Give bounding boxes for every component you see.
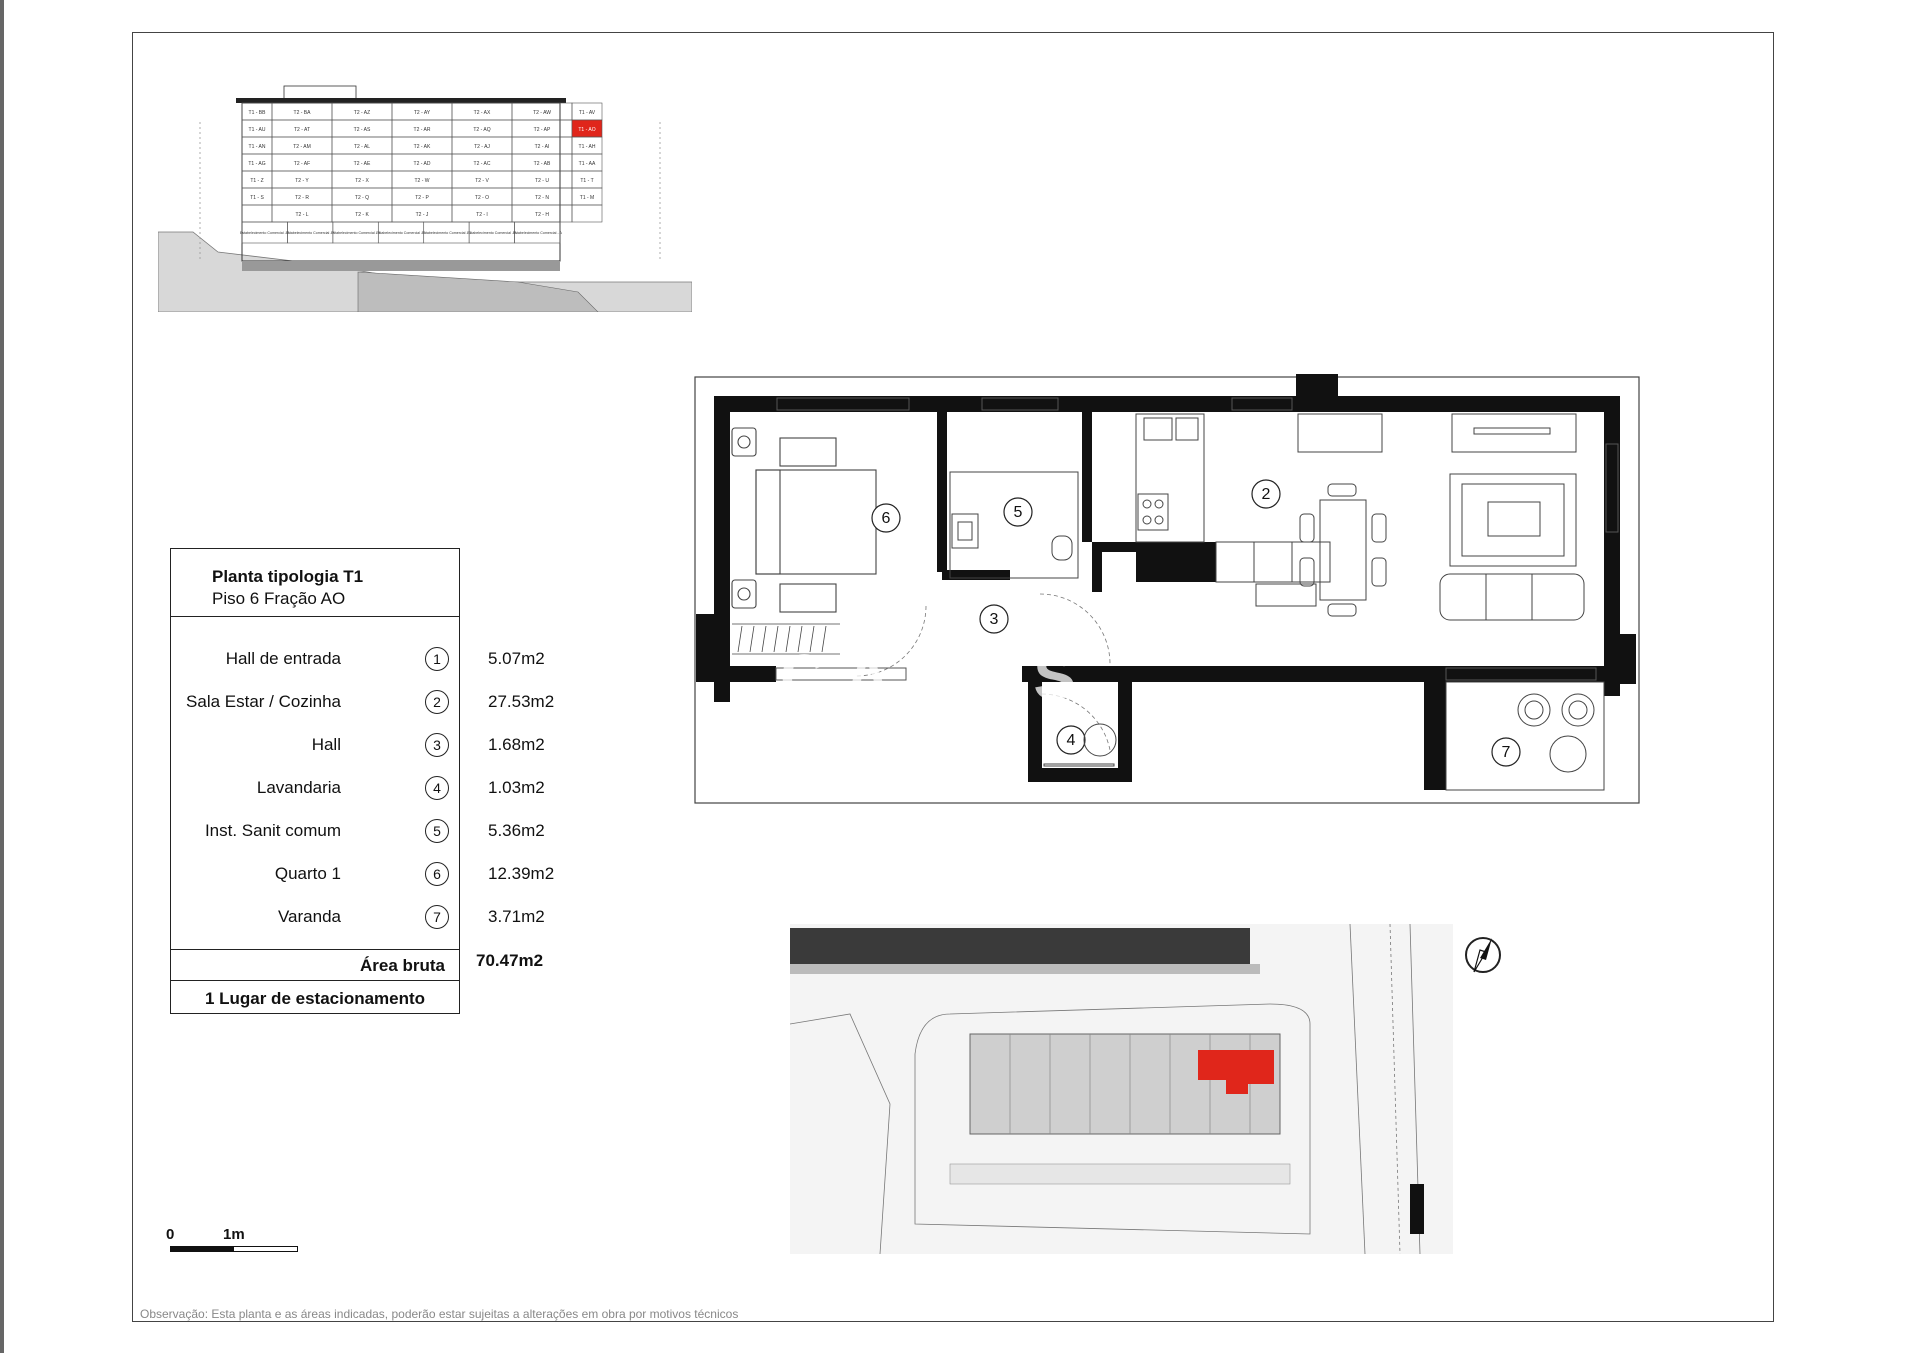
room-area: 27.53m2 <box>488 692 555 711</box>
legend-row <box>171 860 631 890</box>
elevation-unit-label: T2 - AF <box>293 161 311 167</box>
room-number-badge: 1 <box>425 647 449 671</box>
elevation-unit-label: T1 - AH <box>578 144 596 150</box>
room-label-3: 3 <box>989 611 999 628</box>
room-area: 1.03m2 <box>488 778 545 797</box>
elevation-unit-label: T1 - M <box>579 195 595 201</box>
elevation-commercial-label: Estabelecimento Comercial - G <box>239 231 290 235</box>
elevation-commercial-label: Estabelecimento Comercial - D <box>376 231 426 235</box>
elevation-unit-label: T2 - AX <box>473 110 491 116</box>
elevation-unit-label: T1 - AN <box>248 144 266 150</box>
north-arrow-icon <box>1462 934 1504 976</box>
room-label-2: 2 <box>1261 486 1271 503</box>
elevation-unit-label: T2 - AK <box>413 144 431 150</box>
legend-header <box>171 549 459 617</box>
elevation-commercial-label: Estabelecimento Comercial - E <box>330 231 381 235</box>
legend-title: Planta tipologia T1 <box>212 567 364 586</box>
area-legend <box>170 548 555 1014</box>
room-label-5: 5 <box>1013 504 1023 521</box>
elevation-unit-label: T2 - N <box>535 195 549 201</box>
elevation-unit-label: T2 - V <box>475 178 489 184</box>
site-plan <box>790 924 1453 1254</box>
elevation-unit-label: T1 - BB <box>248 110 266 116</box>
watermark: CASAS <box>780 641 1095 713</box>
elevation-unit-label: T2 - AD <box>413 161 431 167</box>
elevation-unit-label: T2 - AJ <box>474 144 490 150</box>
scale-zero-label: 0 <box>166 1226 175 1243</box>
elevation-unit-label: T1 - AV <box>578 110 596 116</box>
room-name: Sala Estar / Cozinha <box>186 692 341 711</box>
elevation-unit-label: T2 - AY <box>413 110 431 116</box>
room-area: 3.71m2 <box>488 907 545 926</box>
legend-row <box>171 645 631 675</box>
elevation-unit-label: T2 - X <box>355 178 369 184</box>
elevation-unit-label: T2 - AP <box>533 127 551 133</box>
elevation-unit-label: T2 - Q <box>354 195 370 201</box>
room-number-badge: 7 <box>425 905 449 929</box>
elevation-unit-label: T2 - R <box>295 195 309 201</box>
room-name: Hall de entrada <box>225 649 341 668</box>
elevation-unit-label: T1 - AG <box>248 161 266 167</box>
elevation-unit-label: T2 - P <box>415 195 429 201</box>
elevation-unit <box>242 205 272 222</box>
total-area-label: Área bruta <box>359 956 445 975</box>
room-area: 5.07m2 <box>488 649 545 668</box>
elevation-unit-label: T2 - AC <box>473 161 491 167</box>
room-label-4: 4 <box>1066 732 1076 749</box>
elevation-unit-label: T2 - AI <box>534 144 550 150</box>
elevation-commercial-label: Estabelecimento Comercial - F <box>285 231 335 235</box>
elevation-unit-label: T2 - O <box>474 195 490 201</box>
legend-row <box>171 688 631 718</box>
scale-bar <box>166 1226 306 1256</box>
room-name: Quarto 1 <box>274 864 341 883</box>
room-area: 12.39m2 <box>488 864 555 883</box>
page-left-edge <box>0 0 4 1353</box>
room-area: 1.68m2 <box>488 735 545 754</box>
room-name: Inst. Sanit comum <box>204 821 341 840</box>
elevation-unit-label: T2 - K <box>355 212 369 218</box>
elevation-unit-label: T2 - J <box>415 212 429 218</box>
elevation-unit-label: T2 - Y <box>295 178 309 184</box>
elevation-unit-label: T2 - AR <box>413 127 431 133</box>
legend-subtitle: Piso 6 Fração AO <box>212 589 346 608</box>
legend-row <box>171 903 631 933</box>
room-label-7: 7 <box>1501 744 1511 761</box>
elevation-unit-label: T2 - AQ <box>473 127 491 133</box>
elevation-unit-label: T2 - AE <box>353 161 371 167</box>
legend-row <box>171 817 631 847</box>
total-area-row <box>171 949 459 981</box>
elevation-commercial-label: Estabelecimento Comercial - B <box>467 231 517 235</box>
elevation-unit-label: T2 - AM <box>293 144 311 150</box>
elevation-unit-label: T2 - BA <box>293 110 311 116</box>
room-number-badge: 6 <box>425 862 449 886</box>
elevation-unit-label: T2 - I <box>476 212 488 218</box>
elevation-unit-label: T1 - AO <box>578 127 596 133</box>
total-area-value: 70.47m2 <box>476 951 544 970</box>
elevation-unit-label: T2 - AT <box>293 127 311 133</box>
room-area: 5.36m2 <box>488 821 545 840</box>
elevation-unit-label: T1 - AU <box>248 127 266 133</box>
scale-graphic <box>170 1246 298 1252</box>
room-number-badge: 3 <box>425 733 449 757</box>
elevation-unit-label: T2 - AL <box>353 144 371 150</box>
elevation-unit-label: T2 - H <box>535 212 549 218</box>
scale-one-meter-label: 1m <box>223 1226 245 1243</box>
elevation-unit-label: T1 - Z <box>250 178 264 184</box>
elevation-unit-label: T2 - L <box>295 212 309 218</box>
floor-plan <box>692 374 1642 834</box>
room-label-6: 6 <box>881 510 891 527</box>
room-number-badge: 4 <box>425 776 449 800</box>
room-number-badge: 5 <box>425 819 449 843</box>
legend-row <box>171 731 631 761</box>
legend-row <box>171 774 631 804</box>
elevation-unit-label: T2 - AZ <box>353 110 371 116</box>
elevation-commercial-label: Estabelecimento Comercial - A <box>512 231 562 235</box>
elevation-unit <box>572 205 602 222</box>
elevation-unit-label: T2 - AB <box>533 161 551 167</box>
elevation-commercial-label: Estabelecimento Comercial - C <box>421 231 472 235</box>
room-number-badge: 2 <box>425 690 449 714</box>
room-name: Hall <box>311 735 341 754</box>
walls <box>696 374 1636 790</box>
parking-label: 1 Lugar de estacionamento <box>204 989 426 1008</box>
building-elevation <box>158 82 692 312</box>
elevation-unit-label: T2 - AW <box>533 110 551 116</box>
elevation-unit-label: T2 - W <box>414 178 430 184</box>
elevation-unit-label: T2 - AS <box>353 127 371 133</box>
elevation-unit-label: T1 - AA <box>578 161 596 167</box>
disclaimer-note: Observação: Esta planta e as áreas indicadas, poderão estar sujeitas a alterações em obra por motivos técnicos <box>140 1307 739 1321</box>
elevation-unit-label: T1 - S <box>250 195 264 201</box>
room-name: Lavandaria <box>256 778 341 797</box>
room-name: Varanda <box>277 907 341 926</box>
elevation-unit-label: T2 - U <box>535 178 549 184</box>
elevation-unit-label: T1 - T <box>580 178 594 184</box>
